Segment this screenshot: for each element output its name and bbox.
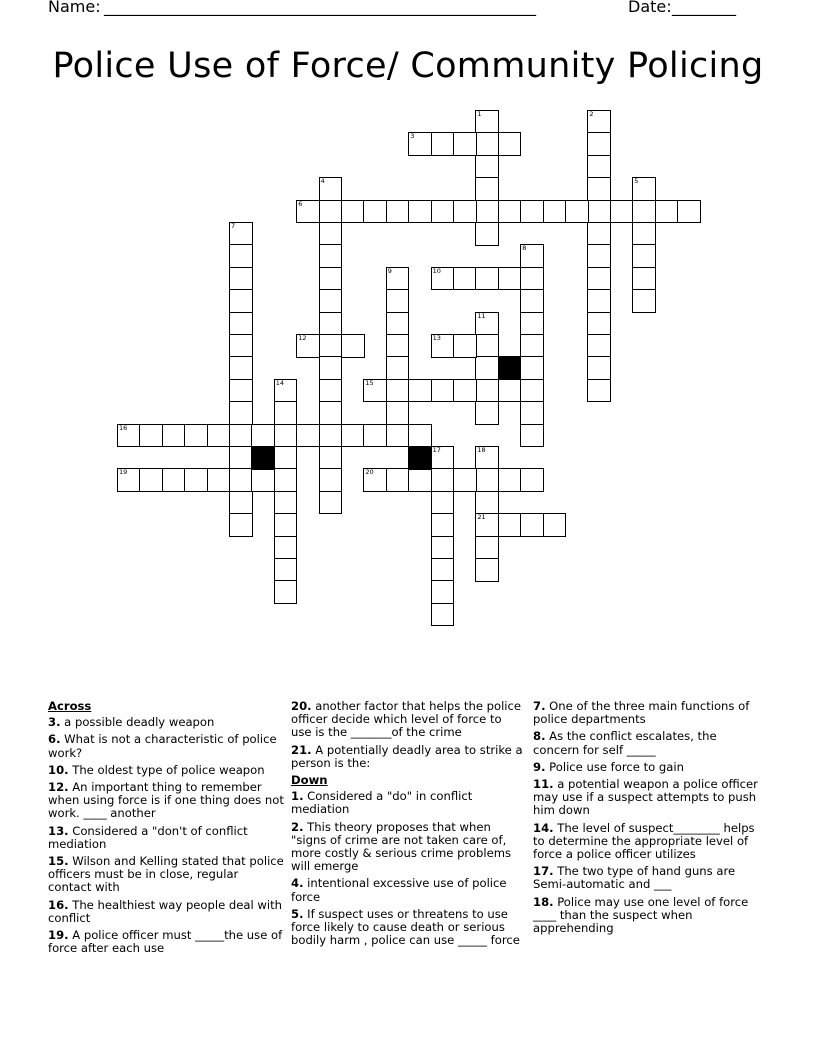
grid-cell[interactable] xyxy=(296,334,320,358)
grid-cell[interactable] xyxy=(431,446,455,470)
clue-number: 14. xyxy=(533,820,554,835)
cell-number: 16 xyxy=(119,423,128,432)
date-label: Date: xyxy=(628,0,672,16)
clue-text: Wilson and Kelling stated that police officers must be in close, regular contact with xyxy=(48,854,284,895)
cell-number: 1 xyxy=(477,110,482,118)
grid-cell[interactable] xyxy=(453,132,477,156)
clue-text: Police use force to gain xyxy=(549,759,684,774)
grid-cell[interactable] xyxy=(184,424,208,448)
grid-cell[interactable] xyxy=(520,200,544,224)
grid-cell[interactable] xyxy=(520,468,544,492)
grid-cell[interactable] xyxy=(207,424,231,448)
grid-cell[interactable] xyxy=(565,200,589,224)
clue-number: 3. xyxy=(48,715,61,730)
clue-across-16 xyxy=(48,899,284,925)
grid-cell[interactable] xyxy=(475,155,499,179)
grid-cell[interactable] xyxy=(453,200,477,224)
grid-cell[interactable] xyxy=(319,468,343,492)
grid-cell[interactable] xyxy=(229,312,253,336)
grid-cell[interactable] xyxy=(475,132,499,156)
grid-cell[interactable] xyxy=(520,334,544,358)
grid-cell[interactable] xyxy=(587,132,611,156)
clue-across-21 xyxy=(291,744,525,770)
grid-cell[interactable] xyxy=(229,468,253,492)
clue-text: A potentially deadly area to strike a person is the: xyxy=(291,742,523,770)
cell-number: 2 xyxy=(589,110,594,118)
clue-across-12 xyxy=(48,781,284,821)
grid-cell[interactable] xyxy=(207,468,231,492)
grid-cell[interactable] xyxy=(431,491,455,515)
grid-cell[interactable] xyxy=(319,379,343,403)
grid-cell[interactable] xyxy=(386,200,410,224)
grid-cell[interactable] xyxy=(386,468,410,492)
grid-cell[interactable] xyxy=(319,222,343,246)
grid-cell[interactable] xyxy=(431,603,455,627)
clue-down-18 xyxy=(533,896,759,936)
grid-cell[interactable] xyxy=(431,580,455,604)
grid-cell[interactable] xyxy=(386,401,410,425)
grid-cell[interactable] xyxy=(587,379,611,403)
grid-cell[interactable] xyxy=(475,558,499,582)
grid-cell[interactable] xyxy=(475,334,499,358)
grid-cell[interactable] xyxy=(408,424,432,448)
clue-across-10 xyxy=(48,764,284,777)
clue-down-5 xyxy=(291,908,525,948)
grid-cell[interactable] xyxy=(475,312,499,336)
clue-number: 16. xyxy=(48,897,69,912)
grid-cell[interactable] xyxy=(162,468,186,492)
grid-cell[interactable] xyxy=(229,379,253,403)
cell-number: 19 xyxy=(119,468,128,477)
grid-cell[interactable] xyxy=(341,424,365,448)
grid-cell[interactable] xyxy=(408,468,432,492)
grid-cell[interactable] xyxy=(453,334,477,358)
grid-cell[interactable] xyxy=(386,334,410,358)
grid-cell[interactable] xyxy=(319,312,343,336)
clue-across-19 xyxy=(48,929,284,955)
grid-cell[interactable] xyxy=(274,580,298,604)
grid-cell[interactable] xyxy=(274,424,298,448)
grid-cell[interactable] xyxy=(655,200,679,224)
cell-number: 10 xyxy=(432,266,441,275)
grid-cell[interactable] xyxy=(520,312,544,336)
cell-number: 9 xyxy=(387,266,392,275)
clue-text: The oldest type of police weapon xyxy=(72,762,265,777)
grid-cell[interactable] xyxy=(632,222,656,246)
grid-cell[interactable] xyxy=(229,289,253,313)
grid-cell[interactable] xyxy=(386,267,410,291)
grid-cell[interactable] xyxy=(319,491,343,515)
name-blank: ______________________________________________________ xyxy=(104,0,536,16)
clue-number: 7. xyxy=(533,699,546,713)
clues-column-2 xyxy=(291,700,525,951)
grid-cell[interactable] xyxy=(587,200,611,224)
grid-cell[interactable] xyxy=(184,468,208,492)
cell-number: 7 xyxy=(231,222,236,230)
grid-cell[interactable] xyxy=(587,334,611,358)
grid-cell[interactable] xyxy=(229,424,253,448)
clue-text: another factor that helps the police officer decide which level of force to use is the _______of the crime xyxy=(291,699,522,740)
clue-down-11 xyxy=(533,778,759,818)
grid-cell[interactable] xyxy=(229,513,253,537)
grid-cell[interactable] xyxy=(229,356,253,380)
grid-cell[interactable] xyxy=(498,267,522,291)
clue-text: If suspect uses or threatens to use force likely to cause death or serious bodily harm , police can use _____ force xyxy=(291,906,520,948)
clue-text: The healthiest way people deal with conflict xyxy=(48,897,283,925)
clue-down-9 xyxy=(533,761,759,774)
clue-text: Considered a "don't of conflict mediation xyxy=(48,823,248,851)
grid-cell[interactable] xyxy=(319,356,343,380)
grid-cell[interactable] xyxy=(677,200,701,224)
cell-number: 17 xyxy=(432,446,441,454)
across-heading: Across xyxy=(48,699,92,713)
grid-cell[interactable] xyxy=(587,110,611,134)
clue-number: 1. xyxy=(291,789,304,804)
cell-number: 4 xyxy=(320,177,325,186)
cell-number: 6 xyxy=(298,199,303,208)
grid-cell[interactable] xyxy=(229,446,253,470)
grid-cell[interactable] xyxy=(386,379,410,403)
grid-cell[interactable] xyxy=(587,177,611,201)
grid-cell[interactable] xyxy=(587,356,611,380)
cell-number: 15 xyxy=(365,378,374,387)
clue-number: 18. xyxy=(533,894,554,909)
grid-cell[interactable] xyxy=(587,267,611,291)
clue-across-15 xyxy=(48,855,284,895)
grid-cell[interactable] xyxy=(520,244,544,268)
grid-cell[interactable] xyxy=(543,513,567,537)
clue-text: As the conflict escalates, the concern for self _____ xyxy=(533,729,717,757)
grid-cell[interactable] xyxy=(632,289,656,313)
grid-cell[interactable] xyxy=(386,356,410,380)
grid-cell[interactable] xyxy=(453,379,477,403)
grid-cell[interactable] xyxy=(341,334,365,358)
black-cell xyxy=(251,446,275,470)
grid-cell[interactable] xyxy=(274,379,298,403)
grid-cell[interactable] xyxy=(587,244,611,268)
grid-cell[interactable] xyxy=(319,244,343,268)
grid-cell[interactable] xyxy=(431,334,455,358)
grid-cell[interactable] xyxy=(363,424,387,448)
grid-cell[interactable] xyxy=(520,379,544,403)
grid-cell[interactable] xyxy=(408,132,432,156)
grid-cell[interactable] xyxy=(229,222,253,246)
grid-cell[interactable] xyxy=(632,200,656,224)
grid-cell[interactable] xyxy=(475,536,499,560)
grid-cell[interactable] xyxy=(498,379,522,403)
clue-number: 19. xyxy=(48,928,69,943)
clue-text: What is not a characteristic of police work? xyxy=(48,732,277,760)
grid-cell[interactable] xyxy=(632,177,656,201)
grid-cell[interactable] xyxy=(431,468,455,492)
grid-cell[interactable] xyxy=(475,379,499,403)
grid-cell[interactable] xyxy=(632,267,656,291)
grid-cell[interactable] xyxy=(229,401,253,425)
grid-cell[interactable] xyxy=(319,200,343,224)
grid-cell[interactable] xyxy=(386,312,410,336)
clue-down-14 xyxy=(533,822,759,862)
grid-cell[interactable] xyxy=(431,513,455,537)
clue-text: A police officer must _____the use of force after each use xyxy=(48,928,283,956)
grid-cell[interactable] xyxy=(117,468,141,492)
grid-cell[interactable] xyxy=(431,200,455,224)
clue-text: a possible deadly weapon xyxy=(64,715,215,730)
clue-number: 4. xyxy=(291,876,304,891)
cell-number: 14 xyxy=(275,378,285,387)
grid-cell[interactable] xyxy=(408,379,432,403)
clue-text: This theory proposes that when "signs of crime are not taken care of, more costly & serious crime problems will emerge xyxy=(291,819,512,874)
cell-number: 11 xyxy=(477,311,486,320)
grid-cell[interactable] xyxy=(229,334,253,358)
cell-number: 3 xyxy=(410,132,415,141)
grid-cell[interactable] xyxy=(319,177,343,201)
cell-number: 18 xyxy=(477,446,486,454)
grid-cell[interactable] xyxy=(475,177,499,201)
cell-number: 21 xyxy=(477,513,486,522)
grid-cell[interactable] xyxy=(475,491,499,515)
black-cell xyxy=(498,356,522,380)
clue-number: 8. xyxy=(533,729,546,744)
clue-down-4 xyxy=(291,877,525,903)
grid-cell[interactable] xyxy=(319,334,343,358)
grid-cell[interactable] xyxy=(520,267,544,291)
clue-number: 11. xyxy=(533,777,554,792)
grid-cell[interactable] xyxy=(520,356,544,380)
page-title: Police Use of Force/ Community Policing xyxy=(52,46,764,86)
grid-cell[interactable] xyxy=(520,513,544,537)
cell-number: 13 xyxy=(432,334,441,342)
grid-cell[interactable] xyxy=(475,110,499,134)
grid-cell[interactable] xyxy=(587,289,611,313)
clue-down-2 xyxy=(291,821,525,874)
grid-cell[interactable] xyxy=(139,424,163,448)
clue-number: 20. xyxy=(291,699,312,713)
clue-down-17 xyxy=(533,865,759,891)
grid-cell[interactable] xyxy=(386,289,410,313)
grid-cell[interactable] xyxy=(475,222,499,246)
clue-text: The two type of hand guns are Semi-automatic and ___ xyxy=(533,864,736,892)
name-label: Name: xyxy=(48,0,101,16)
clue-number: 9. xyxy=(533,759,546,774)
grid-cell[interactable] xyxy=(587,155,611,179)
grid-cell[interactable] xyxy=(498,200,522,224)
clue-text: One of the three main functions of police departments xyxy=(533,699,750,727)
grid-cell[interactable] xyxy=(296,200,320,224)
grid-cell[interactable] xyxy=(587,312,611,336)
grid-cell[interactable] xyxy=(341,200,365,224)
down-clues-column-3 xyxy=(533,700,759,939)
grid-cell[interactable] xyxy=(632,244,656,268)
grid-cell[interactable] xyxy=(363,200,387,224)
grid-cell[interactable] xyxy=(162,424,186,448)
grid-cell[interactable] xyxy=(453,468,477,492)
grid-cell[interactable] xyxy=(274,558,298,582)
clue-number: 6. xyxy=(48,732,61,747)
black-cell xyxy=(408,446,432,470)
grid-cell[interactable] xyxy=(319,401,343,425)
grid-cell[interactable] xyxy=(117,424,141,448)
clue-across-13 xyxy=(48,825,284,851)
grid-cell[interactable] xyxy=(498,513,522,537)
grid-cell[interactable] xyxy=(475,513,499,537)
clue-across-6 xyxy=(48,733,284,759)
grid-cell[interactable] xyxy=(319,446,343,470)
grid-cell[interactable] xyxy=(274,491,298,515)
grid-cell[interactable] xyxy=(139,468,163,492)
clue-across-20 xyxy=(291,700,525,740)
grid-cell[interactable] xyxy=(475,200,499,224)
grid-cell[interactable] xyxy=(251,424,275,448)
clue-down-1 xyxy=(291,790,525,816)
grid-cell[interactable] xyxy=(229,491,253,515)
clue-across-3 xyxy=(48,716,284,729)
clue-text: intentional excessive use of police force xyxy=(291,876,507,904)
grid-cell[interactable] xyxy=(475,468,499,492)
grid-cell[interactable] xyxy=(274,513,298,537)
grid-cell[interactable] xyxy=(296,424,320,448)
clue-text: An important thing to remember when using force is if one thing does not work. ____ another xyxy=(48,780,284,821)
grid-cell[interactable] xyxy=(475,401,499,425)
grid-cell[interactable] xyxy=(229,244,253,268)
grid-cell[interactable] xyxy=(475,356,499,380)
grid-cell[interactable] xyxy=(431,558,455,582)
grid-cell[interactable] xyxy=(431,379,455,403)
grid-cell[interactable] xyxy=(274,446,298,470)
clue-down-7 xyxy=(533,700,759,726)
grid-cell[interactable] xyxy=(475,267,499,291)
grid-cell[interactable] xyxy=(363,468,387,492)
grid-cell[interactable] xyxy=(319,289,343,313)
grid-cell[interactable] xyxy=(543,200,567,224)
cell-number: 8 xyxy=(522,244,527,253)
cell-number: 5 xyxy=(634,177,639,186)
clue-down-8 xyxy=(533,730,759,756)
grid-cell[interactable] xyxy=(251,468,275,492)
clue-number: 17. xyxy=(533,864,554,879)
clue-number: 15. xyxy=(48,854,69,869)
grid-cell[interactable] xyxy=(431,267,455,291)
clue-text: Considered a "do" in conflict mediation xyxy=(291,789,473,817)
grid-cell[interactable] xyxy=(319,424,343,448)
grid-cell[interactable] xyxy=(475,446,499,470)
grid-cell[interactable] xyxy=(520,424,544,448)
clue-text: The level of suspect________ helps to determine the appropriate level of force a police officer utilizes xyxy=(533,820,755,862)
down-heading: Down xyxy=(291,773,328,788)
grid-cell[interactable] xyxy=(274,468,298,492)
grid-cell[interactable] xyxy=(610,200,634,224)
clue-text: a potential weapon a police officer may use if a suspect attempts to push him down xyxy=(533,777,758,818)
grid-cell[interactable] xyxy=(319,267,343,291)
grid-cell[interactable] xyxy=(453,267,477,291)
clue-number: 21. xyxy=(291,742,312,757)
clue-number: 2. xyxy=(291,819,304,834)
grid-cell[interactable] xyxy=(408,200,432,224)
grid-cell[interactable] xyxy=(520,401,544,425)
clue-text: Police may use one level of force ____ than the suspect when apprehending xyxy=(533,894,749,936)
grid-cell[interactable] xyxy=(363,379,387,403)
grid-cell[interactable] xyxy=(229,267,253,291)
cell-number: 12 xyxy=(298,334,307,342)
grid-cell[interactable] xyxy=(386,424,410,448)
cell-number: 20 xyxy=(365,468,374,477)
grid-cell[interactable] xyxy=(274,536,298,560)
clue-number: 5. xyxy=(291,906,304,921)
clue-number: 10. xyxy=(48,762,69,777)
grid-cell[interactable] xyxy=(274,401,298,425)
grid-cell[interactable] xyxy=(498,132,522,156)
clue-number: 13. xyxy=(48,823,69,838)
date-blank: ________ xyxy=(672,0,736,16)
grid-cell[interactable] xyxy=(431,536,455,560)
clue-number: 12. xyxy=(48,780,69,795)
grid-cell[interactable] xyxy=(431,132,455,156)
grid-cell[interactable] xyxy=(498,468,522,492)
grid-cell[interactable] xyxy=(520,289,544,313)
grid-cell[interactable] xyxy=(587,222,611,246)
across-clues-column-1 xyxy=(48,700,284,959)
